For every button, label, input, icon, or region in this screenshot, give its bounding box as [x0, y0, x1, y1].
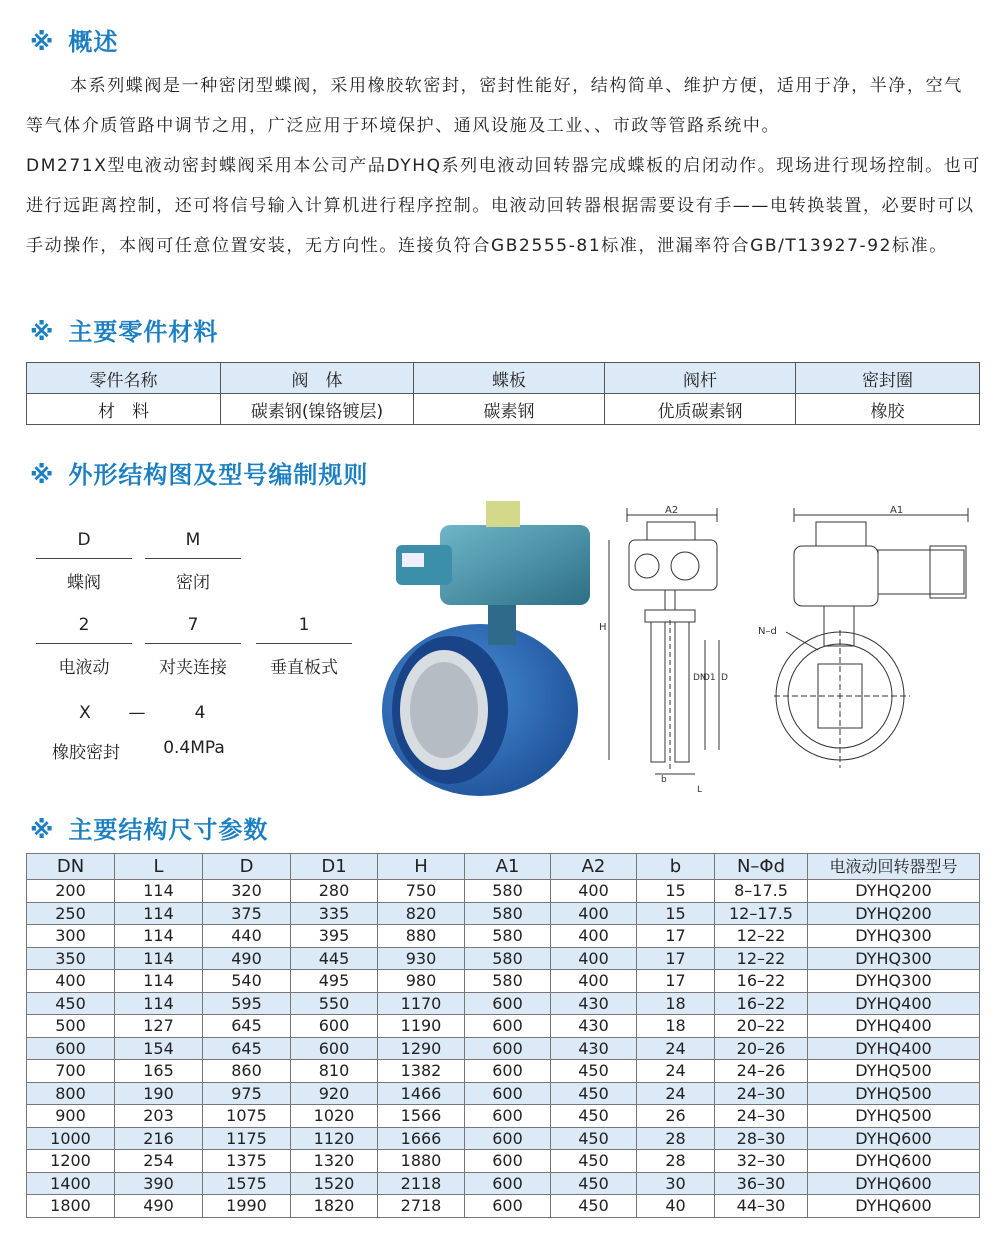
table-cell: DYHQ600	[808, 1172, 980, 1195]
materials-cell: 碳素钢	[414, 394, 605, 425]
table-cell: 1375	[203, 1150, 291, 1173]
table-cell: 600	[465, 1172, 551, 1195]
table-cell: 127	[115, 1015, 203, 1038]
table-cell: 580	[465, 970, 551, 993]
table-cell: 450	[551, 1060, 637, 1083]
table-row	[27, 947, 980, 970]
table-cell: 32–30	[715, 1150, 808, 1173]
table-row	[27, 925, 980, 948]
table-cell: 400	[551, 947, 637, 970]
code-label: 0.4MPa	[163, 738, 225, 758]
table-cell: 190	[115, 1082, 203, 1105]
table-cell: 580	[465, 902, 551, 925]
table-cell: DYHQ500	[808, 1060, 980, 1083]
table-cell: 400	[27, 970, 115, 993]
table-cell: 200	[27, 880, 115, 903]
table-cell: 580	[465, 947, 551, 970]
table-cell: 40	[637, 1195, 715, 1218]
materials-header-row	[27, 363, 980, 394]
table-row	[27, 1172, 980, 1195]
materials-row	[27, 394, 980, 425]
code-label: 密闭	[176, 573, 210, 593]
table-cell: 16–22	[715, 970, 808, 993]
table-cell: 12–22	[715, 947, 808, 970]
table-cell: 500	[27, 1015, 115, 1038]
code-letter: 1	[298, 615, 310, 635]
table-cell: 280	[291, 880, 378, 903]
table-cell: 900	[27, 1105, 115, 1128]
table-cell: 114	[115, 992, 203, 1015]
table-cell: 8–17.5	[715, 880, 808, 903]
table-cell: 17	[637, 925, 715, 948]
section-mark: ※	[30, 28, 55, 56]
table-cell: 114	[115, 925, 203, 948]
table-cell: 550	[291, 992, 378, 1015]
table-row	[27, 1037, 980, 1060]
table-cell: DYHQ500	[808, 1082, 980, 1105]
table-cell: 44–30	[715, 1195, 808, 1218]
dimensions-header-cell: A1	[465, 854, 551, 880]
table-cell: 24–26	[715, 1060, 808, 1083]
table-cell: 920	[291, 1082, 378, 1105]
materials-header-cell: 蝶板	[414, 363, 605, 394]
table-cell: 450	[27, 992, 115, 1015]
table-cell: 450	[551, 1172, 637, 1195]
code-dash: —	[128, 703, 146, 723]
table-cell: 20–26	[715, 1037, 808, 1060]
indicator-shape	[486, 501, 520, 527]
dim-label: D	[721, 673, 728, 683]
dim-label: D1	[703, 673, 716, 683]
table-cell: DYHQ200	[808, 880, 980, 903]
table-cell: 860	[203, 1060, 291, 1083]
table-cell: 440	[203, 925, 291, 948]
table-cell: 16–22	[715, 992, 808, 1015]
dim-label: DN	[693, 673, 707, 683]
code-underline	[36, 643, 132, 644]
table-cell: 400	[551, 902, 637, 925]
table-cell: DYHQ400	[808, 992, 980, 1015]
materials-header-cell: 阀 体	[221, 363, 414, 394]
materials-header-cell: 密封圈	[796, 363, 980, 394]
table-cell: 24	[637, 1060, 715, 1083]
materials-cell: 橡胶	[796, 394, 980, 425]
table-cell: 15	[637, 902, 715, 925]
table-cell: 114	[115, 947, 203, 970]
table-cell: 495	[291, 970, 378, 993]
dim-label: A1	[890, 505, 904, 516]
table-cell: 430	[551, 992, 637, 1015]
table-cell: 600	[465, 1105, 551, 1128]
table-cell: 250	[27, 902, 115, 925]
table-cell: 36–30	[715, 1172, 808, 1195]
valve-photo	[380, 495, 590, 800]
table-cell: 600	[465, 1127, 551, 1150]
table-cell: 930	[378, 947, 465, 970]
intro-text	[26, 66, 981, 266]
table-cell: 645	[203, 1037, 291, 1060]
materials-cell: 碳素钢(镍铬镀层)	[221, 394, 414, 425]
table-cell: 254	[115, 1150, 203, 1173]
table-cell: 1466	[378, 1082, 465, 1105]
code-underline	[145, 643, 241, 644]
table-cell: 1566	[378, 1105, 465, 1128]
table-cell: 1190	[378, 1015, 465, 1038]
table-cell: DYHQ200	[808, 902, 980, 925]
dim-label: N–d	[758, 626, 777, 637]
table-cell: 450	[551, 1105, 637, 1128]
dimensions-header-cell: N–Φd	[715, 854, 808, 880]
table-cell: 490	[115, 1195, 203, 1218]
table-cell: DYHQ300	[808, 970, 980, 993]
table-cell: 1170	[378, 992, 465, 1015]
materials-cell: 优质碳素钢	[605, 394, 796, 425]
table-row	[27, 880, 980, 903]
table-cell: 390	[115, 1172, 203, 1195]
table-cell: 450	[551, 1195, 637, 1218]
section-title-overview: ※ 概述	[30, 28, 119, 56]
table-row	[27, 1150, 980, 1173]
valve-disc-shape	[410, 662, 478, 758]
code-label: 橡胶密封	[52, 743, 120, 763]
table-cell: 820	[378, 902, 465, 925]
table-cell: 1175	[203, 1127, 291, 1150]
table-cell: 540	[203, 970, 291, 993]
table-cell: 645	[203, 1015, 291, 1038]
table-cell: 114	[115, 880, 203, 903]
table-cell: 26	[637, 1105, 715, 1128]
table-cell: 580	[465, 925, 551, 948]
dimensions-header-cell: D	[203, 854, 291, 880]
table-cell: 375	[203, 902, 291, 925]
table-cell: 1075	[203, 1105, 291, 1128]
table-cell: DYHQ300	[808, 925, 980, 948]
table-cell: 1290	[378, 1037, 465, 1060]
table-cell: 400	[551, 925, 637, 948]
table-cell: 216	[115, 1127, 203, 1150]
intro-paragraph-1: 本系列蝶阀是一种密闭型蝶阀，采用橡胶软密封，密封性能好，结构简单、维护方便，适用于净，半净，空气等气体介质管路中调节之用，广泛应用于环境保护、通风设施及工业、、市政等管路系统中。	[26, 76, 963, 136]
table-cell: 24	[637, 1082, 715, 1105]
table-cell: 20–22	[715, 1015, 808, 1038]
code-label: 垂直板式	[270, 658, 338, 678]
table-cell: 114	[115, 970, 203, 993]
table-cell: 980	[378, 970, 465, 993]
code-underline	[145, 558, 241, 559]
code-letter: 7	[187, 615, 199, 635]
table-cell: 600	[465, 1060, 551, 1083]
table-cell: 450	[551, 1150, 637, 1173]
table-row	[27, 1127, 980, 1150]
dim-label: H	[599, 622, 607, 633]
table-row	[27, 1082, 980, 1105]
table-row	[27, 970, 980, 993]
table-cell: 600	[291, 1015, 378, 1038]
section-title-dimensions: ※ 主要结构尺寸参数	[30, 816, 269, 844]
intro-paragraph-2: DM271X型电液动密封蝶阀采用本公司产品DYHQ系列电液动回转器完成蝶板的启闭动作。现场进行现场控制。也可进行远距离控制，还可将信号输入计算机进行程序控制。电液动回转器根据需要设有手——电转换装置，必要时可以手动操作，本阀可任意位置安装，无方向性。连接负符合GB2555-81标准，泄漏率符合GB/T13927-92标准。	[26, 156, 981, 256]
table-cell: 12–17.5	[715, 902, 808, 925]
table-cell: 15	[637, 880, 715, 903]
section-mark: ※	[30, 318, 55, 346]
table-cell: 490	[203, 947, 291, 970]
table-cell: 445	[291, 947, 378, 970]
code-label: 电液动	[58, 658, 110, 678]
table-cell: 1020	[291, 1105, 378, 1128]
materials-header-cell: 阀杆	[605, 363, 796, 394]
section-mark: ※	[30, 461, 55, 489]
section-mark: ※	[30, 816, 55, 844]
table-cell: 1382	[378, 1060, 465, 1083]
dimensions-header-cell: A2	[551, 854, 637, 880]
code-letter: X	[79, 703, 91, 723]
materials-table	[26, 362, 980, 425]
table-cell: 17	[637, 970, 715, 993]
table-cell: 450	[551, 1082, 637, 1105]
materials-header-cell: 零件名称	[27, 363, 221, 394]
code-underline	[256, 643, 352, 644]
table-cell: 28–30	[715, 1127, 808, 1150]
table-cell: 2718	[378, 1195, 465, 1218]
table-cell: 600	[27, 1037, 115, 1060]
dimensions-table	[26, 853, 980, 1218]
table-cell: 400	[551, 970, 637, 993]
table-cell: 18	[637, 992, 715, 1015]
table-cell: 12–22	[715, 925, 808, 948]
table-cell: 165	[115, 1060, 203, 1083]
dimensions-header-row	[27, 854, 980, 880]
materials-cell: 材 料	[27, 394, 221, 425]
table-cell: 203	[115, 1105, 203, 1128]
code-underline	[36, 558, 132, 559]
table-cell: 700	[27, 1060, 115, 1083]
table-cell: 1200	[27, 1150, 115, 1173]
code-letter: D	[77, 530, 91, 550]
front-view-drawing	[750, 500, 980, 780]
table-cell: 1400	[27, 1172, 115, 1195]
table-cell: DYHQ500	[808, 1105, 980, 1128]
table-cell: 320	[203, 880, 291, 903]
table-cell: 1880	[378, 1150, 465, 1173]
table-row	[27, 1195, 980, 1218]
section-title-materials: ※ 主要零件材料	[30, 318, 219, 346]
table-cell: DYHQ600	[808, 1195, 980, 1218]
table-cell: 395	[291, 925, 378, 948]
table-cell: 580	[465, 880, 551, 903]
table-cell: DYHQ300	[808, 947, 980, 970]
table-cell: 28	[637, 1150, 715, 1173]
table-cell: 600	[465, 1037, 551, 1060]
table-cell: 30	[637, 1172, 715, 1195]
dimensions-header-cell: D1	[291, 854, 378, 880]
table-cell: 430	[551, 1037, 637, 1060]
dimensions-header-cell: DN	[27, 854, 115, 880]
table-cell: 300	[27, 925, 115, 948]
table-cell: 28	[637, 1127, 715, 1150]
table-cell: 810	[291, 1060, 378, 1083]
code-label: 对夹连接	[159, 658, 227, 678]
table-row	[27, 1015, 980, 1038]
table-cell: 400	[551, 880, 637, 903]
table-cell: 18	[637, 1015, 715, 1038]
table-cell: 450	[551, 1127, 637, 1150]
actuator-shape	[440, 525, 590, 605]
motor-plate-shape	[402, 553, 424, 567]
table-row	[27, 992, 980, 1015]
table-cell: 1000	[27, 1127, 115, 1150]
table-cell: 335	[291, 902, 378, 925]
table-cell: 600	[465, 1015, 551, 1038]
table-cell: 600	[465, 1195, 551, 1218]
table-cell: 600	[465, 1082, 551, 1105]
code-letter: 2	[78, 615, 90, 635]
code-label: 蝶阀	[67, 573, 101, 593]
table-cell: 750	[378, 880, 465, 903]
table-cell: 114	[115, 902, 203, 925]
table-cell: 975	[203, 1082, 291, 1105]
code-letter: M	[185, 530, 201, 550]
table-row	[27, 902, 980, 925]
table-row	[27, 1105, 980, 1128]
table-cell: DYHQ600	[808, 1127, 980, 1150]
table-cell: 600	[465, 992, 551, 1015]
table-cell: 1990	[203, 1195, 291, 1218]
table-cell: DYHQ400	[808, 1015, 980, 1038]
table-cell: 1820	[291, 1195, 378, 1218]
dimensions-body	[27, 880, 980, 1218]
table-cell: DYHQ400	[808, 1037, 980, 1060]
code-letter: 4	[194, 703, 206, 723]
dim-label: L	[697, 785, 703, 795]
table-cell: 595	[203, 992, 291, 1015]
table-cell: 1120	[291, 1127, 378, 1150]
table-cell: 350	[27, 947, 115, 970]
table-cell: 17	[637, 947, 715, 970]
table-cell: 1520	[291, 1172, 378, 1195]
table-row	[27, 1060, 980, 1083]
table-cell: 1320	[291, 1150, 378, 1173]
table-cell: 600	[291, 1037, 378, 1060]
table-cell: 24–30	[715, 1082, 808, 1105]
dim-label: b	[661, 775, 667, 785]
dimensions-header-cell: 电液动回转器型号	[808, 854, 980, 880]
dim-label: A2	[665, 505, 679, 516]
table-cell: 24	[637, 1037, 715, 1060]
table-cell: 600	[465, 1150, 551, 1173]
table-cell: 2118	[378, 1172, 465, 1195]
table-cell: 1800	[27, 1195, 115, 1218]
table-cell: DYHQ600	[808, 1150, 980, 1173]
dimensions-header-cell: H	[378, 854, 465, 880]
table-cell: 880	[378, 925, 465, 948]
section-title-structure: ※ 外形结构图及型号编制规则	[30, 461, 369, 489]
side-view-drawing	[595, 500, 735, 800]
table-cell: 1666	[378, 1127, 465, 1150]
dimensions-header-cell: L	[115, 854, 203, 880]
table-cell: 430	[551, 1015, 637, 1038]
table-cell: 154	[115, 1037, 203, 1060]
dimensions-header-cell: b	[637, 854, 715, 880]
table-cell: 24–30	[715, 1105, 808, 1128]
table-cell: 800	[27, 1082, 115, 1105]
table-cell: 1575	[203, 1172, 291, 1195]
